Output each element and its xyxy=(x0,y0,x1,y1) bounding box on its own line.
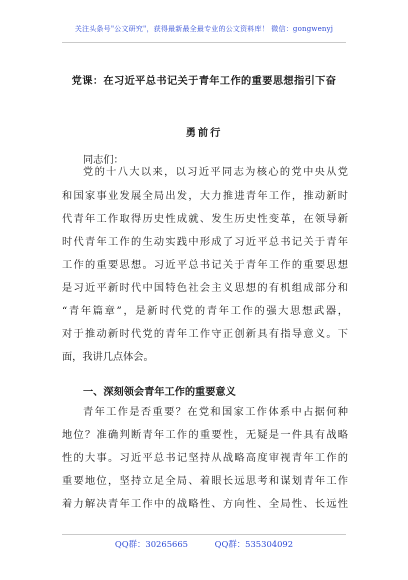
text-line: 着力解决青年工作中的战略性、方向性、全局性、长远性 xyxy=(62,499,348,510)
footer-qq-group-2: 535304092 xyxy=(245,539,294,549)
footer-qq-group-1: 30265665 xyxy=(145,539,189,549)
header-divider xyxy=(62,42,346,43)
text-line: 性的大事。习近平总书记坚持从战略高度审视青年工作的 xyxy=(62,453,348,464)
text-line: 时代青年工作的生动实践中形成了习近平总书记关于青年 xyxy=(62,237,348,248)
text-line: 党的十八大以来，以习近平同志为核心的党中央从党 xyxy=(83,167,348,178)
footer-qq-label: QQ群： xyxy=(114,539,146,549)
footer-contact xyxy=(0,538,408,550)
footer-divider xyxy=(62,534,346,535)
footer-qq-label: QQ群： xyxy=(214,539,246,549)
text-line: 青年工作是否重要？在党和国家工作体系中占据何种 xyxy=(83,407,348,418)
text-line: 和国家事业发展全局出发，大力推进青年工作，推动新时 xyxy=(62,191,348,202)
document-title: 党课：在习近平总书记关于青年工作的重要思想指引下奋 xyxy=(71,76,337,87)
greeting: 同志们： xyxy=(83,155,124,166)
text-line: 面，我讲几点体会。 xyxy=(62,352,154,363)
section-heading: 一、深刻领会青年工作的重要意义 xyxy=(83,387,236,398)
text-line: 代青年工作取得历史性成就、发生历史性变革，在领导新 xyxy=(62,214,348,225)
text-line: 重要地位，坚持立足全局、着眼长远思考和谋划青年工作 xyxy=(62,476,348,487)
text-line: 是习近平新时代中国特色社会主义思想的有机组成部分和 xyxy=(62,283,348,294)
text-line: 对于推动新时代党的青年工作守正创新具有指导意义。下 xyxy=(62,329,348,340)
text-line: 地位？准确判断青年工作的重要性，无疑是一件具有战略 xyxy=(62,430,348,441)
text-line: “青年篇章”，是新时代党的青年工作的强大思想武器， xyxy=(62,306,348,317)
header-banner: 关注头条号"公文研究"，获得最新最全最专业的公文资料库！ 微信：gongwenyj xyxy=(74,25,334,33)
document-title-continuation: 勇前行 xyxy=(185,128,223,139)
text-line: 工作的重要思想。习近平总书记关于青年工作的重要思想 xyxy=(62,260,348,271)
